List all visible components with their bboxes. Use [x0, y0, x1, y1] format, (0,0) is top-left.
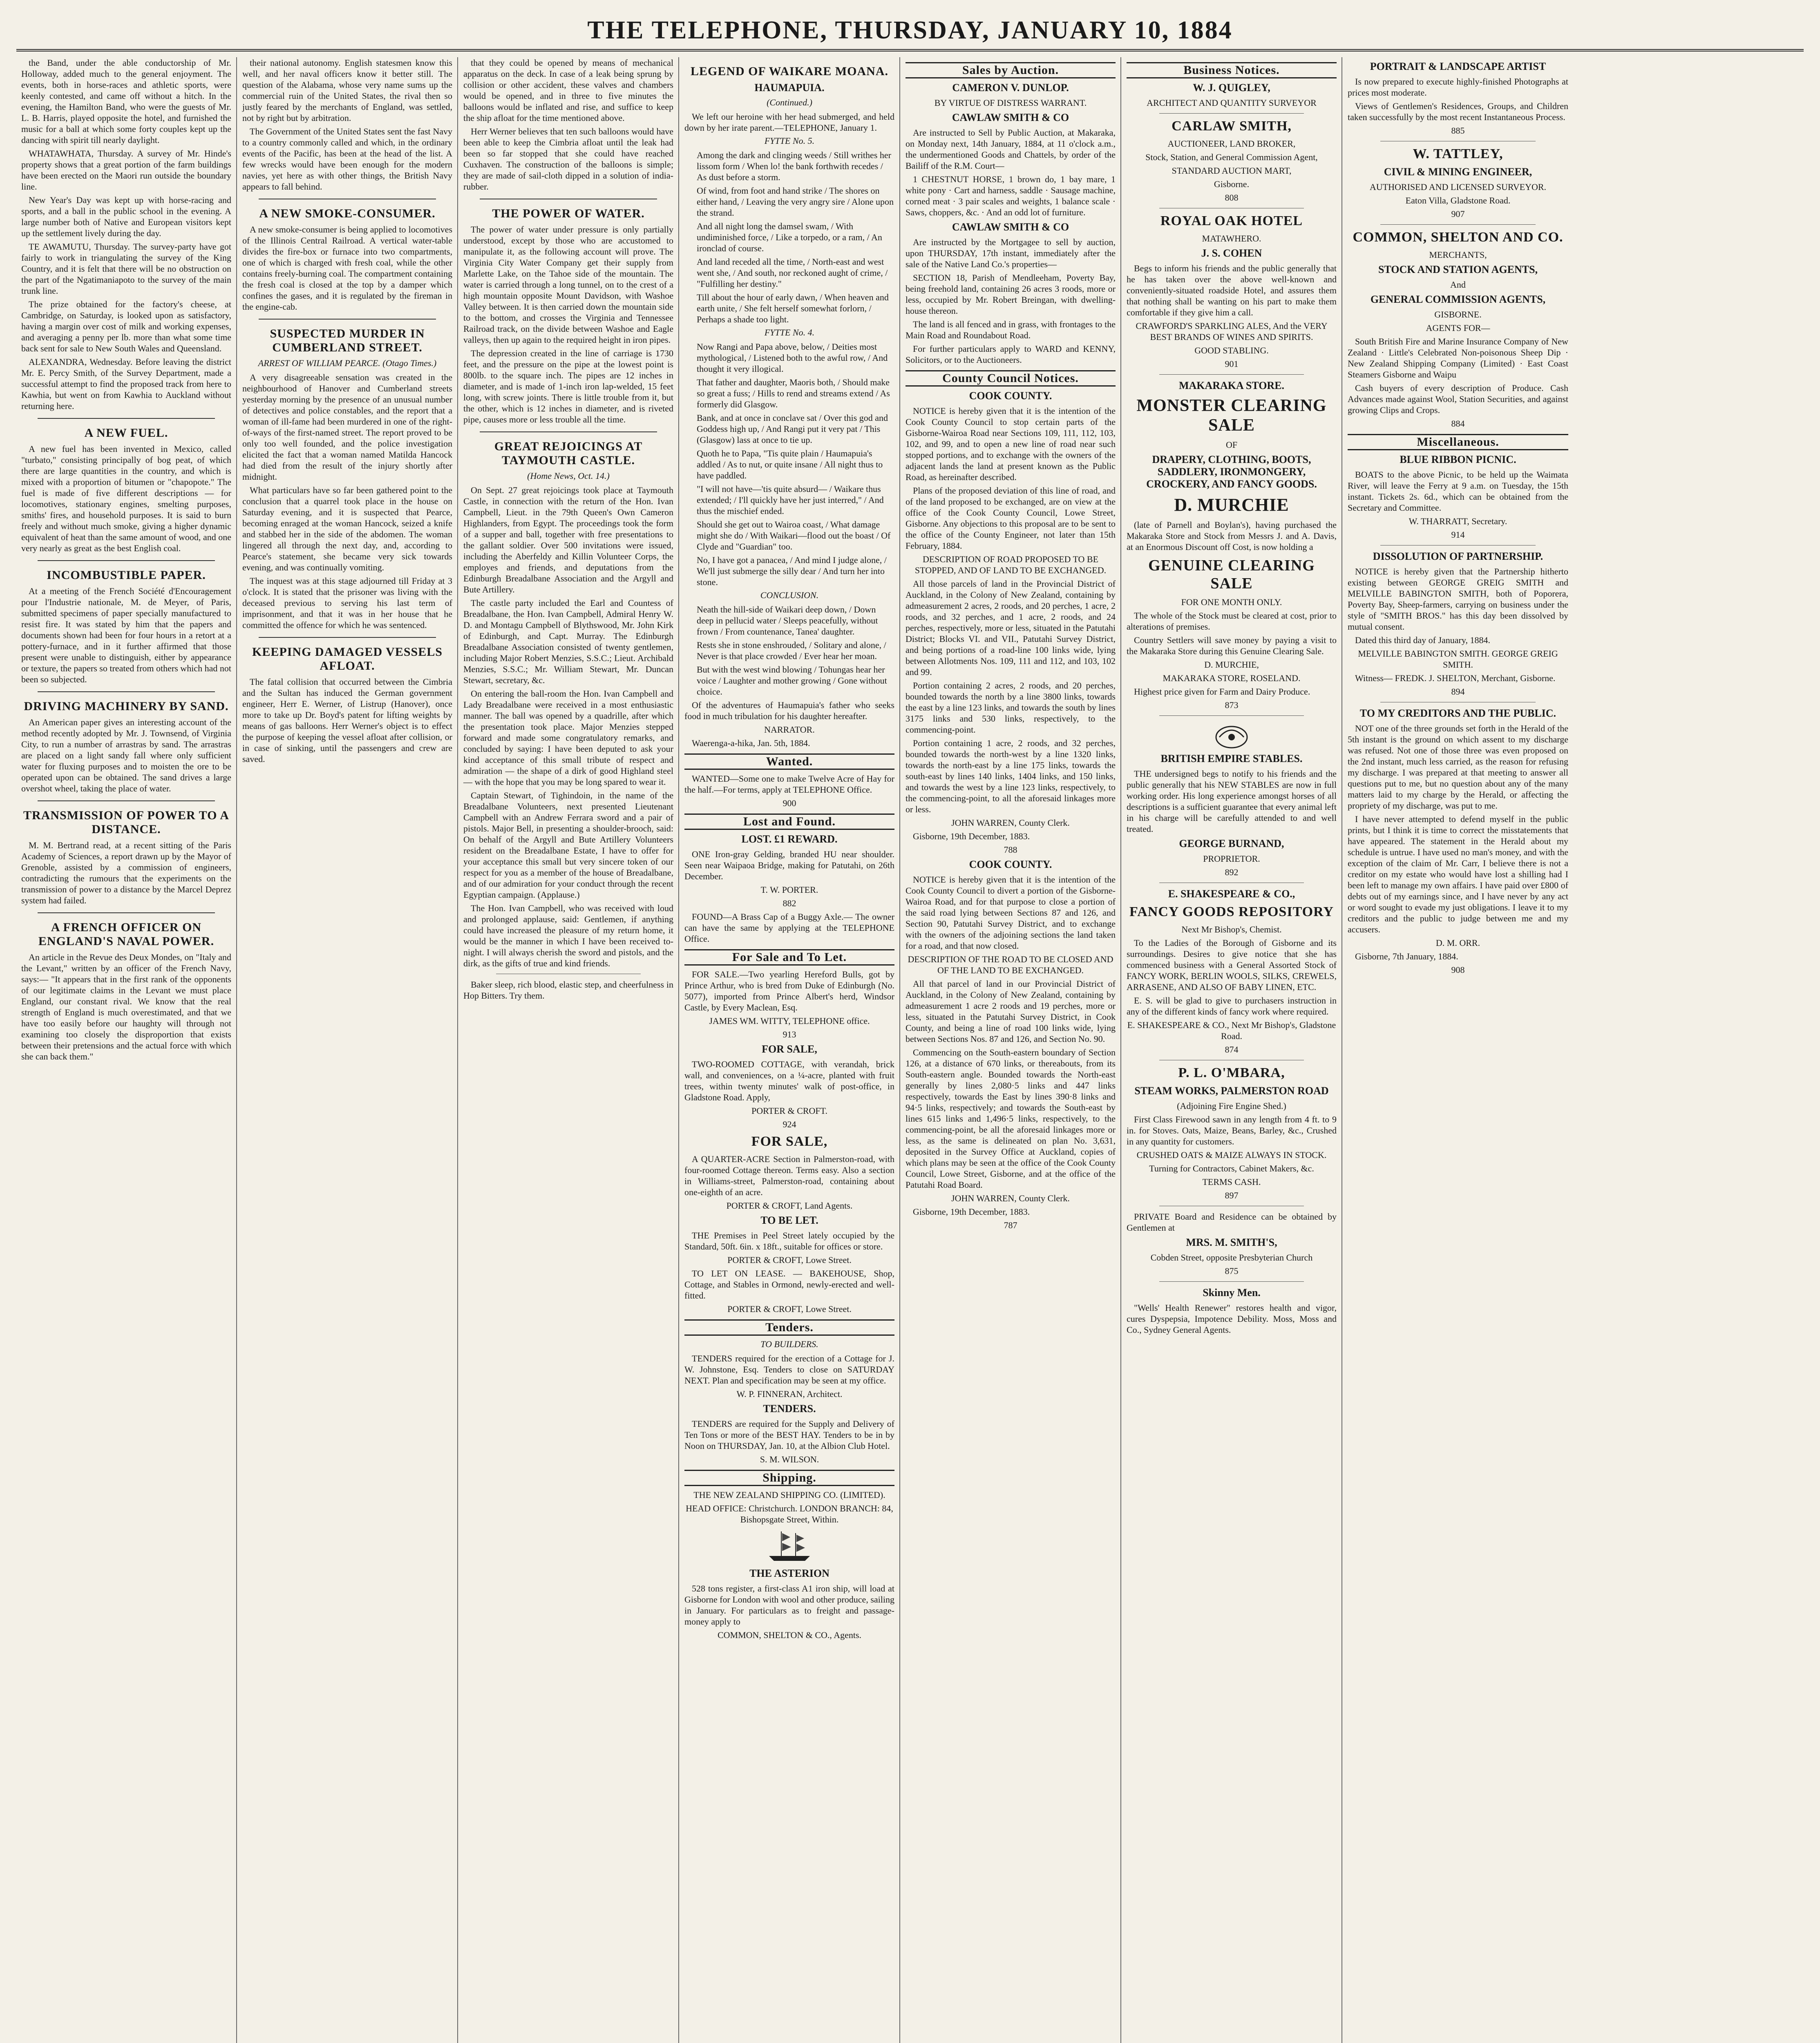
ad-text: BOATS to the above Picnic, to be held up the Waimata River, will leave the Ferry at 9 a.m. on Tuesday, the 15th instant. Tickets 2s. 6d., which can be obtained from the Secretary and Committee. [1348, 469, 1568, 513]
article-text: The Government of the United States sent the fast Navy to a country commonly called and which, in the ordinary events of the Pacific, has been at the head of the list. A few wrecks would have been enough for the modern navies, yet here as with other things, the British Navy appears to fall behind. [242, 126, 452, 192]
ship-office: HEAD OFFICE: Christchurch. LONDON BRANCH: 84, Bishopsgate Street, Within. [686, 1503, 893, 1524]
ad-text: South British Fire and Marine Insurance Company of New Zealand · Little's Celebrated Non-poisonous Sheep Dip · New Zealand Shipping Company (Limited) · East Coast Steamers Gisborne and Waipu [1348, 336, 1568, 380]
verse: Should she get out to Wairoa coast, / What damage might she do / With Waikari—flood out the boast / Of Clyde and "Guardian" too. [697, 519, 891, 552]
ad-number: 924 [783, 1119, 796, 1129]
verse: No, I have got a panacea, / And mind I judge alone, / We'll just submerge the silly dear / And turn her into stone. [697, 555, 887, 587]
columns [16, 57, 1804, 2043]
section-tenders: Tenders. [684, 1319, 894, 1336]
headline-new-fuel: A NEW FUEL. [84, 426, 168, 440]
verse: "I will not have—'tis quite absurd— / Waikare thus extended; / I'll quickly have her just interred," / And thus the mischief ended. [697, 484, 884, 516]
article-text: The prize obtained for the factory's cheese, at Cambridge, on Saturday, is looked upon as satisfactory, having a margin over cost of milk and working expenses, and averaging a penny per lb. more than what some time back sent for sale to New South Wales and Queensland. [21, 299, 231, 353]
ad-signature: W. THARRATT, Secretary. [1409, 516, 1507, 526]
ad-heading: FOR SALE, [762, 1043, 817, 1055]
verse: Bank, and at once in conclave sat / Over this god and Goddess high up, / And Rangi put it very pat / This (Glasgow) lass at once to tie up. [697, 413, 888, 445]
ad-number: 875 [1225, 1266, 1239, 1276]
ad-subheading: BY VIRTUE OF DISTRESS WARRANT. [934, 98, 1087, 108]
article-text: the Band, under the able conductorship of Mr. Holloway, added much to the general enjoyment. The events, both in horse-races and athletic sports, were keenly contested, and came off without a hitch. In the evening, the Hamilton Band, who were the guests of Mr. L. B. Harris, played opposite the hotel, and furnished the music for a ball at which some forty couples kept up the dancing with spirit till nearly daylight. [21, 58, 231, 145]
subheadline: (Home News, Oct. 14.) [527, 471, 610, 481]
article-text: An American paper gives an interesting account of the method recently adopted by Mr. J. Townsend, of Virginia City, to run a number of arrastras by sand. The arrastras are placed on a light sandy fall where only sufficient water for fluxing purposes and to moisten the ore to be operated upon can be obtained. The sand drives a large overshot wheel, taking the place of water. [21, 717, 231, 794]
notice-text: Plans of the proposed deviation of this line of road, and of the land proposed to be exchanged, are on view at the office of the Cook County Council, Lowe Street, Gisborne. Any objections to this proposal are to be sent to the office of the County Engineer, not later than 15th February, 1884. [906, 485, 1116, 551]
ad-heading: MAKARAKA STORE. [1178, 380, 1285, 391]
ad-heading: CAMERON V. DUNLOP. [952, 82, 1069, 94]
poem-title: LEGEND OF WAIKARE MOANA. [690, 65, 889, 78]
divider [38, 418, 215, 419]
divider [259, 319, 436, 320]
poem-author: NARRATOR. [764, 724, 815, 735]
verse: Of wind, from foot and hand strike / The shores on either hand, / Leaving the very angry sire / Alone upon the strand. [697, 186, 894, 218]
ad-text: Are instructed to Sell by Public Auction, at Makaraka, on Monday next, 14th January, 1884, at 11 o'clock a.m., the undermentioned Goods and Chattels, by order of the Bailiff of the R.M. Court— [906, 127, 1116, 171]
ad-list: DRAPERY, CLOTHING, BOOTS, SADDLERY, IRONMONGERY, CROCKERY, AND FANCY GOODS. [1146, 454, 1317, 490]
section-shipping: Shipping. [684, 1470, 894, 1486]
ad-text: NOTICE is hereby given that the Partnership hitherto existing between GEORGE GREIG SMITH and MELVILLE BABINGTON SMITH, both of Poporera, Poverty Bay, Sheep-farmers, carrying on business under the style of "SMITH BROS." has this day been dissolved by mutual consent. [1348, 566, 1568, 632]
ad-text: Is now prepared to execute highly-finished Photographs at prices most moderate. [1348, 76, 1568, 98]
article-text: that they could be opened by means of mechanical apparatus on the deck. In case of a leak being sprung by collision or other accident, these valves and chambers would be opened, and in three to five minutes the balloons would be inflated and rise, and suffice to keep the ship afloat for the time mentioned above. [463, 58, 673, 123]
ad-heading: BRITISH EMPIRE STABLES. [1160, 753, 1303, 764]
ad-heading: J. S. COHEN [1201, 247, 1262, 259]
poem-continued: (Continued.) [767, 97, 812, 107]
ad-heading: GENUINE CLEARING SALE [1148, 557, 1315, 592]
ad-text: 528 tons register, a first-class A1 iron ship, will load at Gisborne for London with wool and other produce, sailing in January. For particulars as to freight and passage-money apply to [684, 1583, 894, 1627]
ad-subheading: AGENTS FOR— [1426, 323, 1490, 333]
ad-subheading: PROPRIETOR. [1203, 854, 1260, 864]
ad-heading: CIVIL & MINING ENGINEER, [1384, 166, 1532, 178]
ad-text: 1 CHESTNUT HORSE, 1 brown do, 1 bay mare, 1 white pony · Cart and harness, saddle · Sausage machine, corned meat · 3 pair scales and weights, 1 balance scale · Saws, choppers, &c. · And an odd lot of furniture. [906, 174, 1116, 217]
ad-number: 897 [1225, 1190, 1239, 1200]
article-text: Herr Werner believes that ten such balloons would have been able to keep the Cimbria afloat until the leak had been so far stopped that she could have reached Cuxhaven. The construction of the balloons is simple; they are made of sail-cloth dipped in a solution of india-rubber. [463, 126, 673, 192]
ad-signature: T. W. PORTER. [760, 885, 818, 895]
ad-subheading: Next Mr Bishop's, Chemist. [1181, 924, 1282, 934]
ad-text: THE undersigned begs to notify to his friends and the public generally that his NEW STABLES are now in full working order. His long experience amongst horses of all descriptions is a sufficient guarantee that every animal left in his charge will be carefully attended to and well treated. [1127, 769, 1337, 834]
ship-icon [765, 1527, 814, 1564]
ad-number: 900 [783, 798, 796, 808]
ad-text: TENDERS required for the erection of a Cottage for J. W. Johnstone, Esq. Tenders to close on SATURDAY NEXT. Plan and specification may be seen at my office. [684, 1353, 894, 1386]
ad-text: TWO-ROOMED COTTAGE, with verandah, brick wall, and conveniences, on a ¼-acre, planted with fruit trees, within twenty minutes' walk of post-office, in Gladstone Road. Apply, [684, 1059, 894, 1102]
verse: Now Rangi and Papa above, below, / Deities most mythological, / Listened both to the awful row, / And thought it very illogical. [697, 342, 888, 374]
article-text: The depression created in the line of carriage is 1730 feet, and the pressure on the pipe at the lowest point is 800lb. to the square inch. The pipes are 12 inches in diameter, and is made of 1-inch iron lap-welded, 15 feet long, with screw joints. There is little trouble from it, but the other, which is 12 inches in diameter, and is riveted pipe, causes more or less trouble all the time. [463, 348, 673, 425]
ad-text: Are instructed by the Mortgagee to sell by auction, upon THURSDAY, 17th instant, immediately after the sale of the Native Land Co.'s properties— [906, 237, 1116, 269]
section-misc: Miscellaneous. [1348, 434, 1568, 450]
headline-murder: SUSPECTED MURDER IN CUMBERLAND STREET. [270, 327, 425, 354]
ad-heading: Skinny Men. [1203, 1287, 1261, 1299]
ad-heading: W. TATTLEY, [1413, 146, 1503, 161]
ad-text: CRAWFORD'S SPARKLING ALES, And the VERY BEST BRANDS OF WINES AND SPIRITS. [1136, 321, 1328, 342]
ad-heading: BLUE RIBBON PICNIC. [1400, 454, 1516, 465]
ad-number: 873 [1225, 700, 1239, 710]
ad-text: Dated this third day of January, 1884. [1355, 635, 1490, 645]
notice-text: NOTICE is hereby given that it is the intention of the Cook County Council to divert a portion of the Gisborne-Wairoa Road, and for that purpose to close a portion of the said road lying between Sections 87 and 126, and Section 90, Patutahi Survey District, and to exchange with the owners of the adjoining sections the land taken for a road, and that now closed. [906, 874, 1116, 951]
ad-text: Stock, Station, and General Commission Agent, [1145, 152, 1318, 162]
divider [38, 691, 215, 692]
ad-text: And [1450, 279, 1466, 290]
verse: Till about the hour of early dawn, / When heaven and earth unite, / She felt herself somewhat forlorn, / Perhaps a shade too light. [697, 292, 889, 324]
notice-text: All that parcel of land in our Provincial District of Auckland, in the Colony of New Zealand, containing by admeasurement 1 acre 2 roods and 19 perches, more or less, situated in the Patutahi Survey District, in Cook County, and being a line of road 100 links wide, lying between Sections Nos. 87 and 126, and Section No. 90. [906, 979, 1116, 1044]
ad-text: Cobden Street, opposite Presbyterian Church [1150, 1252, 1313, 1263]
ad-number: 894 [1451, 686, 1465, 697]
ad-text: Turning for Contractors, Cabinet Makers, &c. [1149, 1163, 1314, 1173]
article-text: New Year's Day was kept up with horse-racing and sports, and a ball in the public school in the evening. A large number both of Native and European visitors kept up the settlement lively during the day. [21, 195, 231, 238]
notice-text: Portion containing 2 acres, 2 roods, and 20 perches, bounded towards the north by a line 3800 links, towards the east by a line 123 links, and towards the south by lines 3175 links and 530 links, respectively, to the commencing-point. [906, 680, 1116, 735]
verse: Quoth he to Papa, "Tis quite plain / Haumapuia's addled / As to nut, or quite insane / All night thus to have paddled. [697, 448, 883, 481]
ad-text: TERMS CASH. [1202, 1177, 1261, 1187]
poem-date: Waerenga-a-hika, Jan. 5th, 1884. [692, 738, 810, 748]
article-text: TE AWAMUTU, Thursday. The survey-party have got fairly to work in triangulating the survey of the King Country, and it is felt that there will be no obstruction on the part of the Ngatimaniapoto to the survey of the main trunk line. [21, 241, 231, 296]
ship-company: THE NEW ZEALAND SHIPPING CO. (LIMITED). [693, 1490, 885, 1500]
ad-text: Cash buyers of every description of Produce. Cash Advances made against Wool, Station Securities, and against growing Clips and Crops. [1348, 383, 1568, 415]
ad-signature: COMMON, SHELTON & CO., Agents. [717, 1630, 862, 1640]
divider [1380, 224, 1536, 225]
ad-signature: PORTER & CROFT, Land Agents. [726, 1200, 853, 1211]
verse: But with the west wind blowing / Tohungas hear her voice / Laughter and mother growing / Gone without choice. [697, 664, 887, 697]
ad-heading: COOK COUNTY. [969, 390, 1052, 402]
poem-intro: We left our heroine with her head submerged, and held down by her irate parent.—TELEPHONE, January 1. [684, 112, 894, 133]
verse: That father and daughter, Maoris both, / Should make so great a fuss; / Hills to rend and streams extend / As formerly did Glasgow. [697, 377, 890, 409]
ad-heading: TO MY CREDITORS AND THE PUBLIC. [1359, 707, 1556, 719]
ad-signature: PORTER & CROFT. [751, 1106, 827, 1116]
notice-text: All those parcels of land in the Provincial District of Auckland, in the Colony of New Zealand, containing by admeasurement 2 acres, 2 roods, and 20 perches, 1 acre, 2 roods, and 32 perches, and 1 acre, 2 roods, and 24 perches, respectively, more or less, situated in the Patutahi District; Blocks VI. and VII., Patutahi Survey District, and being portions of a road-line 100 links wide, lying between Allotments Nos. 109, 111 and 112, and 103, 102 and 99. [906, 579, 1116, 677]
article-text: On entering the ball-room the Hon. Ivan Campbell and Lady Breadalbane were received in a most enthusiastic manner. The ball was opened by a quadrille, after which the presentation took place. Major Menzies stepped forward and made some congratulatory remarks, and concluded by saying: I have been deputed to ask your kind acceptance of this small tribute of respect and admiration — the shape of a dirk of good Highland steel — with the hope that you may be long spared to wear it. [463, 688, 673, 787]
column-3 [458, 57, 679, 2043]
ad-heading: PORTRAIT & LANDSCAPE ARTIST [1370, 60, 1546, 72]
ad-heading: DISSOLUTION OF PARTNERSHIP. [1373, 550, 1543, 562]
column-7 [1343, 57, 1804, 2043]
ad-heading: TO BUILDERS. [760, 1339, 818, 1349]
article-text: The Hon. Ivan Campbell, who was received with loud and prolonged applause, said: Gentlemen, if anything could have increased the pleasure of my return home, it would be the manner in which I have been received to-night. I will always cherish the sword and pistols, and the dirk, as the gifts of true and kind friends. [463, 903, 673, 968]
section-wanted: Wanted. [684, 753, 894, 770]
article-text: Captain Stewart, of Tighindoin, in the name of the Breadalbane Volunteers, next presented Lieutenant Campbell with an Andrew Ferrara sword and a pair of pistols. Major Bell, in presenting a shoulder-brooch, said: On behalf of the Argyll and Bute Artillery Volunteers resident on the Breadalbane Estate, I have to offer for your acceptance this small but very sincere token of our respect for you as a member of the house of Breadalbane, and of our admiration for your conduct through the recent Egyptian campaign. (Applause.) [463, 790, 673, 900]
article-text: ALEXANDRA, Wednesday. Before leaving the district Mr. E. Percy Smith, of the Survey Department, made a successful attempt to find the proposed track from here to Kawhia, but went on from Kawhia to Auckland without returning here. [21, 357, 231, 411]
ad-number: 892 [1225, 867, 1239, 877]
ad-heading: LOST. £1 REWARD. [741, 833, 838, 845]
article-text: The power of water under pressure is only partially understood, except by those who are accustomed to manipulate it, as the following account will prove. The Virginia City Water Company get their supply from Marlette Lake, on the Tahoe side of the mountain. The water is carried through a long tunnel, on to the crest of a high mountain opposite Mount Davidson, with Washoe Valley between. It is then carried down the mountain side to the bottom, and crosses the Virginia and Tennessee Railroad track, on the divide between Washoe and Eagle valleys, then up again to the required height in iron pipes. [463, 224, 673, 345]
ad-text: OF [1225, 440, 1238, 450]
ad-text: TO LET ON LEASE. — BAKEHOUSE, Shop, Cottage, and Stables in Ormond, newly-erected and well-fitted. [684, 1268, 894, 1301]
column-7-inner [1348, 60, 1568, 975]
column-6 [1122, 57, 1342, 2043]
headline-smoke-consumer: A NEW SMOKE-CONSUMER. [259, 207, 436, 220]
ad-number: 908 [1451, 965, 1465, 975]
ad-text: First Class Firewood sawn in any length from 4 ft. to 9 in. for Stoves. Oats, Maize, Beans, Barley, &c., Crushed in any quantity for customers. [1127, 1114, 1337, 1147]
poem-verses [684, 150, 894, 325]
ad-subheading: MERCHANTS, [1429, 250, 1487, 260]
ad-text: GOOD STABLING. [1194, 345, 1269, 355]
ad-heading: FANCY GOODS REPOSITORY [1129, 904, 1334, 919]
ad-text: Highest price given for Farm and Dairy Produce. [1134, 686, 1310, 697]
column-1 [16, 57, 237, 2043]
article-text: The inquest was at this stage adjourned till Friday at 3 o'clock. It is stated that the prisoner was living with the deceased previous to serving his last term of imprisonment, and that it was in her house that he committed the offence for which he was sentenced. [242, 576, 452, 630]
ad-heading: E. SHAKESPEARE & CO., [1168, 888, 1295, 900]
ad-number: 884 [1451, 418, 1465, 429]
article-text: A new fuel has been invented in Mexico, called "turbato," consisting principally of bog peat, of which there are large quantities in the country, and which is mixed with a proportion of bitumen or "chapopote." The fuel is made of five different descriptions — for locomotives, stationary engines, smelting purposes, smiths' fires, and household purposes. It is said to burn freely and without much smoke, giving a higher dynamic equivalent of heat than the same amount of wood, and one very nearly as great as the best English coal. [21, 444, 231, 553]
ad-text: Eaton Villa, Gladstone Road. [1405, 195, 1511, 206]
ad-text: The whole of the Stock must be cleared at cost, prior to alterations of premises. [1127, 610, 1337, 632]
ad-signature: MAKARAKA STORE, ROSELAND. [1163, 673, 1301, 683]
divider [38, 560, 215, 561]
divider [259, 637, 436, 638]
section-business: Business Notices. [1127, 62, 1337, 78]
subheadline: ARREST OF WILLIAM PEARCE. (Otago Times.) [258, 358, 437, 368]
headline-french-officer: A FRENCH OFFICER ON ENGLAND'S NAVAL POWER. [38, 921, 215, 948]
headline-incombustible-paper: INCOMBUSTIBLE PAPER. [47, 568, 206, 582]
ad-text: Begs to inform his friends and the public generally that he has taken over the above well-known and conveniently-situated roadside Hotel, and assures them that nothing shall be wanting on his part to make them comfortable if they give him a call. [1127, 263, 1337, 317]
masthead: THE TELEPHONE, THURSDAY, JANUARY 10, 1884 [16, 11, 1804, 51]
notice-signature: JOHN WARREN, County Clerk. [951, 818, 1070, 828]
divider [480, 431, 657, 432]
ad-signature: MELVILLE BABINGTON SMITH. GEORGE GREIG SMITH. [1358, 648, 1558, 670]
article-text: An article in the Revue des Deux Mondes, on "Italy and the Levant," written by an officer of the French Navy, says:— "It appears that in the first rank of the opponents of our legitimate claims in the Levant we must place England, our constant rival. We know that the real strength of England is much overestimated, and that we have too easily before our haughty will through not examining too closely the disproportion that exists between their pretensions and the actual force with which she can back them." [21, 952, 231, 1062]
fytte-heading: FYTTE No. 4. [764, 327, 815, 338]
ad-text: E. S. will be glad to give to purchasers instruction in any of the different kinds of fancy work where required. [1127, 995, 1337, 1017]
ad-number: 808 [1225, 192, 1239, 203]
ad-signature: E. SHAKESPEARE & CO., Next Mr Bishop's, Gladstone Road. [1127, 1020, 1336, 1041]
ad-text: GISBORNE. [1434, 309, 1482, 320]
ad-text: The land is all fenced and in grass, with frontages to the Main Road and Roundabout Road. [906, 319, 1116, 340]
notice-text: NOTICE is hereby given that it is the intention of the Cook County Council to stop certain parts of the Gisborne-Wairoa Road near Sections 109, 111, 112, 103, 102, and 99, and to open a new line of road near such stopped portions, and to exchange with the owners of the adjacent lands the land at present known as the Public Road, as hereinafter described. [906, 406, 1116, 482]
ad-text: THE Premises in Peel Street lately occupied by the Standard, 50ft. 6in. x 18ft., suitable for offices or store. [684, 1230, 894, 1252]
headline-transmission: TRANSMISSION OF POWER TO A DISTANCE. [23, 809, 229, 836]
verse: Among the dark and clinging weeds / Still writhes her lissom form / When lo! the bank forthwith recedes / As dust before a storm. [697, 150, 891, 182]
article-text: WHATAWHATA, Thursday. A survey of Mr. Hinde's property shows that a great portion of the farm buildings have been erected on the Maori run outside the boundary line. [21, 148, 231, 192]
verse: And all night long the damsel swam, / With undiminished force, / Like a torpedo, or a ram, / An ironclad of course. [697, 221, 882, 253]
ad-signature: PORTER & CROFT, Lowe Street. [727, 1304, 852, 1314]
divider [1159, 715, 1304, 716]
ad-subheading: AUCTIONEER, LAND BROKER, [1167, 139, 1296, 149]
poem-note: Of the adventures of Haumapuia's father who seeks food in much tribulation for his daughter hereafter. [684, 700, 894, 721]
article-text: At a meeting of the French Société d'Encouragement pour l'Industrie nationale, M. de Meyer, of Paris, submitted specimens of paper specially manufactured to resist fire. It was stated by him that the papers and documents shown had been for four hours in a retort at a pottery-furnace, and in it further affirmed that those present were unable to distinguish, either by appearance or texture, the papers so treated from others which had not been so subjected. [21, 586, 231, 684]
ad-number: 901 [1225, 359, 1239, 369]
ad-number: 907 [1451, 209, 1465, 219]
article-text: The castle party included the Earl and Countess of Breadalbane, the Hon. Ivan Campbell, Admiral Henry W. D. and Montagu Campbell of Blythswood, Mr. John Kirk of Edinburgh, and Capt. Murray. The Edinburgh Breadalbane Association consisted of twenty gentlemen, including Major Robert Menzies, S.S.C.; Lieut. Archibald Menzies, S.S.C.; Mr. William Stewart, Mr. Duncan Stewart, secretary, &c. [463, 598, 673, 685]
ad-text: For further particulars apply to WARD and KENNY, Solicitors, or to the Auctioneers. [906, 344, 1116, 365]
crest-icon [1203, 721, 1260, 749]
ad-heading: P. L. O'MBARA, [1178, 1065, 1285, 1080]
ad-heading: COOK COUNTY. [969, 858, 1052, 870]
poem-verses [684, 341, 894, 588]
ad-signature: D. M. ORR. [1435, 938, 1480, 948]
poem-verses [684, 604, 894, 697]
ad-heading: TO BE LET. [760, 1214, 818, 1226]
notice-date: Gisborne, 19th December, 1883. [913, 1207, 1030, 1217]
ad-heading: GEORGE BURNAND, [1179, 838, 1284, 849]
article-text: What particulars have so far been gathered point to the conclusion that a quarrel took place in the house on Saturday evening, and it is suspected that Pearce, becoming enraged at the woman Hancock, seized a knife and stabbed her in the side of the abdomen. The woman lingered all through the next day, and, according to Pearce's statement, she became very sick towards evening, and was continually vomiting. [242, 485, 452, 572]
ad-text: PRIVATE Board and Residence can be obtained by Gentlemen at [1127, 1211, 1337, 1233]
column-2 [237, 57, 458, 2043]
article-text: their national autonomy. English statesmen know this well, and her naval officers know it better still. The question of the Alabama, whose very name sums up the commercial ruin of the United States, the rival then so justly feared by the merchants of England, was settled, not by right but by arbitration. [242, 58, 452, 123]
ad-number: 788 [1004, 845, 1017, 855]
ad-heading: W. J. QUIGLEY, [1193, 82, 1270, 94]
ad-text: CRUSHED OATS & MAIZE ALWAYS IN STOCK. [1136, 1150, 1327, 1160]
article-text: On Sept. 27 great rejoicings took place at Taymouth Castle, in connection with the return of the Hon. Ivan Campbell, Lieut. in the 79th Queen's Own Cameron Highlanders, from Egypt. The proceedings took the form of a supper and ball, together with free presentations to the gallant soldier. Over 500 invitations were issued, including the Aberfeldy and Killin Volunteer Corps, the employes and friends, and deputations from the Edinburgh Breadalbane Association and the Argyll and Bute Artillery. [463, 485, 673, 595]
ad-heading: MONSTER CLEARING SALE [1136, 396, 1327, 435]
ad-number: 874 [1225, 1044, 1239, 1055]
ad-subheading: MATAWHERO. [1202, 233, 1261, 244]
divider [38, 800, 215, 801]
ad-subheading: (Adjoining Fire Engine Shed.) [1177, 1101, 1286, 1111]
column-5 [901, 57, 1121, 2043]
headline-power-of-water: THE POWER OF WATER. [492, 207, 645, 220]
ad-text: Gisborne. [1214, 179, 1250, 189]
ad-heading: STOCK AND STATION AGENTS, [1378, 264, 1538, 275]
verse: Rests she in stone enshrouded, / Solitary and alone, / Never is that place crowded / Ever hear her moan. [697, 640, 886, 661]
ad-text: ONE Iron-gray Gelding, branded HU near shoulder. Seen near Waipaoa Bridge, making for Patutahi, on 26th December. [684, 849, 894, 881]
ship-name: THE ASTERION [749, 1567, 830, 1579]
divider [1159, 374, 1304, 375]
ad-text: STANDARD AUCTION MART, [1172, 165, 1292, 176]
ad-text: NOT one of the three grounds set forth in the Herald of the 5th instant is the ground on which assent to my discharge was refused. Not one of those three was even proposed on the 2nd instant, much less carried, as the reason for refusing my discharge. I was prepared at that meeting to answer all questions put to me, but no question about any of the many matters laid to my charge by the Herald, or affecting the propriety of my discharge, was put to me. [1348, 723, 1568, 811]
ad-heading: ROYAL OAK HOTEL [1160, 213, 1303, 228]
notice-date: Gisborne, 19th December, 1883. [913, 831, 1030, 841]
ad-heading: D. MURCHIE [1174, 495, 1289, 515]
ad-text: TENDERS are required for the Supply and Delivery of Ten Tons or more of the BEST HAY. Tenders to be in by Noon on THURSDAY, Jan. 10, at the Albion Club Hotel. [684, 1419, 894, 1451]
article-text: A very disagreeable sensation was created in the neighbourhood of Hanover and Cumberland streets yesterday morning by the presence of an unusual number of detectives and police constables, and the report that a woman of ill-fame had been murdered in one of the right-of-ways of the first-named street. The report proved to be only too well founded, and the police investigation elicited the fact that a woman named Matilda Hancock had died from the result of the injury shortly after midnight. [242, 372, 452, 482]
verse: Neath the hill-side of Waikari deep down, / Down deep in pellucid water / Sleeps peacefully, without frown / From countenance, Tanea' daughter. [697, 604, 878, 637]
divider [1159, 113, 1304, 114]
fytte-heading: FYTTE No. 5. [764, 136, 815, 146]
ad-text: WANTED—Some one to make Twelve Acre of Hay for the half.—For terms, apply at TELEPHONE Office. [684, 773, 894, 795]
article-text: Baker sleep, rich blood, elastic step, and cheerfulness in Hop Bitters. Try them. [463, 979, 673, 1001]
notice-heading: DESCRIPTION OF THE ROAD TO BE CLOSED AND OF THE LAND TO BE EXCHANGED. [908, 954, 1113, 975]
notice-text: Commencing on the South-eastern boundary of Section 126, at a distance of 670 links, or thereabouts, from its South-eastern angle. Bounded towards the North-east generally by lines 2,080·5 links and 447 links respectively, towards the East by lines 390·8 links and 94·5 links, respectively; and towards the South-east by lines 615 links and 1,496·5 links, respectively, to the commencing-point, be all the aforesaid linkages more or less, as the same is delineated on plan No. 3,631, deposited in the Survey Office at Auckland, copies of which plans may be seen at the office of the Cook County Council, Lowe Street, Gisborne, and at the office of the Patutahi Road Board. [906, 1047, 1116, 1190]
ad-heading: STEAM WORKS, PALMERSTON ROAD [1134, 1085, 1329, 1097]
ad-heading: CAWLAW SMITH & CO [952, 221, 1069, 233]
section-council: County Council Notices. [906, 370, 1116, 387]
ad-text: Gisborne, 7th January, 1884. [1355, 951, 1458, 961]
ad-text: A QUARTER-ACRE Section in Palmerston-road, with four-roomed Cottage thereon. Terms easy. Also a section in Williams-street, Palmerston-road, containing about one-eighth of an acre. [684, 1154, 894, 1197]
notice-text: Portion containing 1 acre, 2 roods, and 32 perches, bounded towards the north-west by a line 1320 links, towards the north-east by a line 175 links, towards the south-east by lines 140 links, 1404 links, and 150 links, and towards the west by a line 123 links, respectively, to the commencing-point, to all the aforesaid linkages more or less. [906, 738, 1116, 814]
ad-number: 885 [1451, 125, 1465, 136]
section-for-sale: For Sale and To Let. [684, 949, 894, 966]
ad-heading: COMMON, SHELTON AND CO. [1353, 230, 1563, 245]
conclusion-heading: CONCLUSION. [760, 590, 819, 600]
ad-subheading: ARCHITECT AND QUANTITY SURVEYOR [1147, 98, 1317, 108]
ad-heading: GENERAL COMMISSION AGENTS, [1370, 293, 1546, 305]
ad-text: Witness— FREDK. J. SHELTON, Merchant, Gisborne. [1355, 673, 1556, 683]
ad-number: 914 [1451, 530, 1465, 540]
section-lost-found: Lost and Found. [684, 814, 894, 830]
ad-heading: CAWLAW SMITH & CO [952, 112, 1069, 123]
ad-text: I have never attempted to defend myself in the public prints, but I think it is time to correct the misstatements that have appeared. The statement in the Herald about my schedule is untrue. I have used no man's money, and with the exception of the claim of Mr. Carr, I believe there is not a creditor on my estate who would have lost a shilling had I been left to manage my own affairs. I have paid over £800 of debts out of my earnings since, and I have never by any act or word sought to evade my just obligations. I leave it to my creditors and the public to judge between me and my accusers. [1348, 814, 1568, 934]
ad-signature: JAMES WM. WITTY, TELEPHONE office. [709, 1016, 870, 1026]
ad-signature: PORTER & CROFT, Lowe Street. [727, 1255, 852, 1265]
ad-text: Country Settlers will save money by paying a visit to the Makaraka Store during this Genuine Clearing Sale. [1127, 635, 1337, 656]
ad-heading: TENDERS. [763, 1403, 816, 1415]
ad-signature: W. P. FINNERAN, Architect. [736, 1389, 843, 1399]
divider [38, 912, 215, 913]
ad-signature: S. M. WILSON. [760, 1454, 819, 1464]
headline-rejoicings: GREAT REJOICINGS AT TAYMOUTH CASTLE. [494, 440, 643, 467]
notice-heading: DESCRIPTION OF ROAD PROPOSED TO BE STOPPED, AND OF LAND TO BE EXCHANGED. [914, 554, 1107, 575]
ad-text: FOR ONE MONTH ONLY. [1181, 597, 1282, 607]
ad-text: "Wells' Health Renewer" restores health and vigor, cures Dyspepsia, Impotence Debility. Moss, Moss and Co., Sydney General Agents. [1127, 1303, 1337, 1335]
ad-signature: D. MURCHIE, [1204, 659, 1259, 670]
ad-heading: FOR SALE, [751, 1134, 828, 1149]
ad-heading: CARLAW SMITH, [1172, 118, 1292, 134]
ad-text: To the Ladies of the Borough of Gisborne and its surroundings. Desires to give notice that she has commenced business with a General Assorted Stock of FANCY WORK, BERLIN WOOLS, SILKS, CREWELS, ARRASENE, AND ALSO OF BABY LINEN, ETC. [1127, 938, 1337, 992]
headline-keeping-vessels: KEEPING DAMAGED VESSELS AFLOAT. [252, 645, 443, 673]
article-text: A new smoke-consumer is being applied to locomotives of the Illinois Central Railroad. A vertical water-table divides the fire-box or furnace into two compartments, one of which is charged with fresh coal, while the other contains freely-burning coal. The compartment containing the fresh coal is closed at the top by a damper which confines the gases, and it is regulated by the fireman in the engine-cab. [242, 224, 452, 312]
notice-signature: JOHN WARREN, County Clerk. [951, 1193, 1070, 1203]
ad-text: Views of Gentlemen's Residences, Groups, and Children taken successfully by the most recent Instantaneous Process. [1348, 101, 1568, 122]
section-auction: Sales by Auction. [906, 62, 1116, 78]
article-text: M. M. Bertrand read, at a recent sitting of the Paris Academy of Sciences, a report drawn up by the Mayor of Grenoble, assisted by a commission of engineers, contradicting the rumours that the experiments on the transmission of power to a distance by the Marcel Deprez system had failed. [21, 840, 231, 905]
verse: And land receded all the time, / North-east and west went she, / And south, nor reckoned aught of crime, / "Fulfilling her destiny." [697, 257, 888, 289]
ad-number: 882 [783, 898, 796, 908]
ad-number: 913 [783, 1029, 796, 1039]
headline-driving-machinery: DRIVING MACHINERY BY SAND. [24, 700, 229, 713]
poem-subtitle: HAUMAPUIA. [754, 82, 825, 94]
ad-number: 787 [1004, 1220, 1017, 1230]
ad-text: (late of Parnell and Boylan's), having purchased the Makaraka Store and Stock from Messrs J. and A. Davis, at an Enormous Discount off Cost, is now holding a [1127, 520, 1337, 552]
ad-text: FOR SALE.—Two yearling Hereford Bulls, got by Prince Arthur, who is bred from Duke of Edinburgh (No. 5077), imported from Prince Albert's herd, Windsor Castle, by Every Maclean, Esq. [684, 969, 894, 1013]
ad-heading: MRS. M. SMITH'S, [1186, 1236, 1277, 1248]
ad-text: AUTHORISED AND LICENSED SURVEYOR. [1369, 182, 1547, 192]
article-text: The fatal collision that occurred between the Cimbria and the Sultan has induced the German government engineer, Herr E. Werner, of Listrup (Hanover), once more to take up Dr. Boyd's patent for lifting weights by means of gas balloons. Herr Werner's object is to effect the purpose of keeping the vessel afloat after collision, or in case of sinking, until the passengers and crew are saved. [242, 677, 452, 764]
divider [1159, 1281, 1304, 1282]
ad-text: FOUND—A Brass Cap of a Buggy Axle.— The owner can have the same by applying at the TELEPHONE Office. [684, 912, 894, 944]
column-4 [680, 57, 900, 2043]
ad-text: SECTION 18, Parish of Mendleeham, Poverty Bay, being freehold land, containing 26 acres 3 roods, more or less, occupied by Mr. Robert Breingan, with dwelling-house thereon. [906, 273, 1116, 316]
